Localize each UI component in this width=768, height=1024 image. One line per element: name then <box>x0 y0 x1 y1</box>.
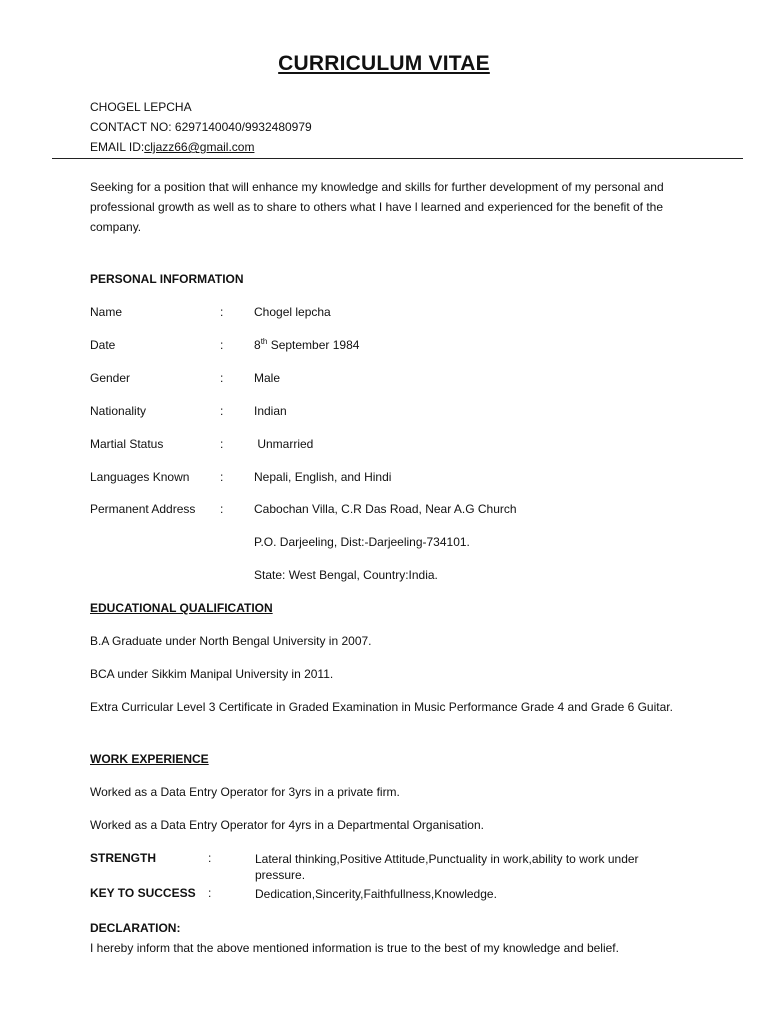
colon: : <box>220 470 224 484</box>
colon: : <box>220 404 224 418</box>
email-line <box>90 137 254 157</box>
work-heading: WORK EXPERIENCE <box>90 752 209 766</box>
education-heading: EDUCATIONAL QUALIFICATION <box>90 601 273 615</box>
name-label: Name <box>90 305 123 319</box>
contact-number: CONTACT NO: 6297140040/9932480979 <box>90 120 312 134</box>
document-title: CURRICULUM VITAE <box>278 52 490 75</box>
colon: : <box>220 371 224 385</box>
key-to-success-value: Dedication,Sincerity,Faithfullness,Knowledge. <box>255 887 497 901</box>
education-item: BCA under Sikkim Manipal University in 2011. <box>90 667 334 681</box>
name-value: Chogel lepcha <box>254 305 331 319</box>
applicant-name: CHOGEL LEPCHA <box>90 100 192 114</box>
personal-info-heading: PERSONAL INFORMATION <box>90 272 244 286</box>
declaration-heading: DECLARATION: <box>90 921 181 935</box>
date-label: Date <box>90 338 116 352</box>
gender-value: Male <box>254 371 281 385</box>
strength-value: Lateral thinking,Positive Attitude,Punctuality in work,ability to work under pressure. <box>255 852 639 882</box>
header-divider <box>52 158 743 159</box>
date-value: 8th September 1984 <box>254 337 360 352</box>
colon: : <box>208 851 212 865</box>
colon: : <box>208 886 212 900</box>
declaration-text: I hereby inform that the above mentioned information is true to the best of my knowledge and belief. <box>90 941 619 955</box>
marital-status-value: Unmarried <box>254 437 314 451</box>
key-to-success-label: KEY TO SUCCESS <box>90 886 196 900</box>
nationality-label: Nationality <box>90 404 147 418</box>
address-line-1: Cabochan Villa, C.R Das Road, Near A.G Church <box>254 502 517 516</box>
work-item: Worked as a Data Entry Operator for 3yrs in a private firm. <box>90 785 400 799</box>
marital-status-label: Martial Status <box>90 437 164 451</box>
email-link[interactable]: cljazz66@gmail.com <box>144 140 255 154</box>
colon: : <box>220 502 224 516</box>
gender-label: Gender <box>90 371 131 385</box>
education-item: B.A Graduate under North Bengal University in 2007. <box>90 634 372 648</box>
address-line-2: P.O. Darjeeling, Dist:-Darjeeling-734101. <box>254 535 470 549</box>
colon: : <box>220 338 224 352</box>
address-line-3: State: West Bengal, Country:India. <box>254 568 438 582</box>
work-item: Worked as a Data Entry Operator for 4yrs in a Departmental Organisation. <box>90 818 484 832</box>
languages-label: Languages Known <box>90 470 190 484</box>
languages-value: Nepali, English, and Hindi <box>254 470 392 484</box>
strength-label: STRENGTH <box>90 851 156 865</box>
email-label: EMAIL ID: <box>90 140 145 154</box>
nationality-value: Indian <box>254 404 287 418</box>
career-objective: Seeking for a position that will enhance my knowledge and skills for further development of my personal and professional growth as well as to share to others what I have l learned and experienced for the benefit of the company. <box>90 180 664 234</box>
address-label: Permanent Address <box>90 502 196 516</box>
education-item: Extra Curricular Level 3 Certificate in Graded Examination in Music Performance Grade 4 and Grade 6 Guitar. <box>90 700 673 714</box>
colon: : <box>220 437 224 451</box>
colon: : <box>220 305 224 319</box>
